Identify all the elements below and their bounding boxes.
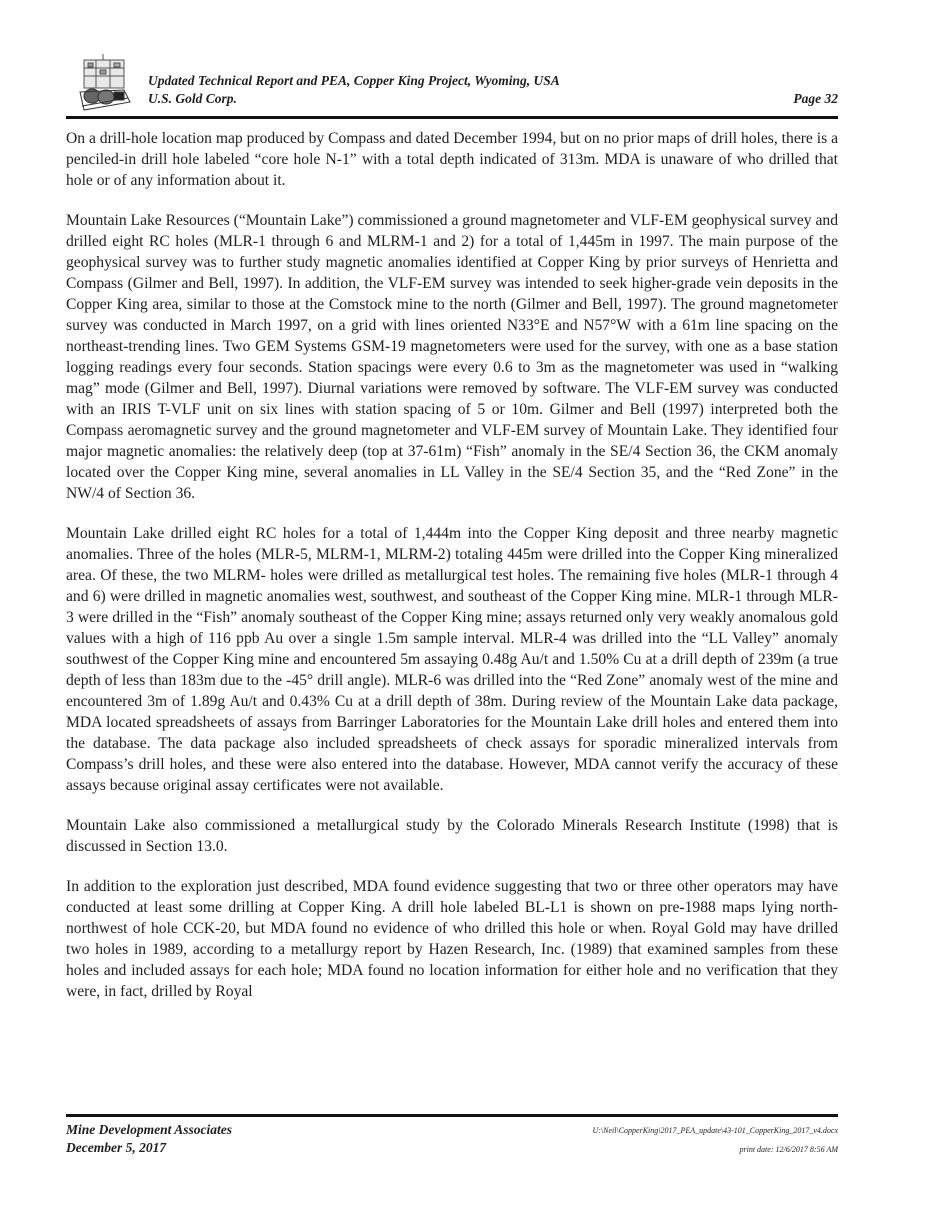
footer-file-path: U:\Neil\CopperKing\2017_PEA_update\43-101_CopperKing_2017_v4.docx [592, 1126, 838, 1135]
mining-equipment-sketch-icon [70, 54, 136, 114]
paragraph: Mountain Lake Resources (“Mountain Lake”) commissioned a ground magnetometer and VLF-EM geophysical survey and drilled eight RC holes (MLR-1 through 6 and MLRM-1 and 2) for a total of 1,445m in 1997. The main purpose of the geophysical survey was to further study magnetic anomalies identified at Copper King by prior surveys of Henrietta and Compass (Gilmer and Bell, 1997). In addition, the VLF-EM survey was intended to seek higher-grade vein deposits in the Copper King area, similar to those at the Comstock mine to the north (Gilmer and Bell, 1997). The ground magnetometer survey was conducted in March 1997, on a grid with lines oriented N33°E and N57°W with a 61m line spacing on the northeast-trending lines. Two GEM Systems GSM-19 magnetometers were used for the survey, with one as a base station logging readings every four seconds. Station spacings were every 0.6 to 3m as the magnetometer was used in “walking mag” mode (Gilmer and Bell, 1997). Diurnal variations were removed by software. The VLF-EM survey was conducted with an IRIS T-VLF unit on six lines with station spacing of 5 or 10m. Gilmer and Bell (1997) interpreted both the Compass aeromagnetic survey and the ground magnetometer and VLF-EM survey of Mountain Lake. They identified four major magnetic anomalies: the relatively deep (top at 37-61m) “Fish” anomaly in the SE/4 Section 36, the CKM anomaly located over the Copper King mine, several anomalies in LL Valley in the SE/4 Section 35, and the “Red Zone” in the NW/4 of Section 36. [66, 212, 838, 502]
paragraph: Mountain Lake also commissioned a metallurgical study by the Colorado Minerals Research Institute (1998) that is discussed in Section 13.0. [66, 817, 838, 855]
footer-company: Mine Development Associates [66, 1122, 232, 1137]
footer-date: December 5, 2017 [66, 1140, 167, 1155]
page-number: Page 32 [793, 91, 838, 106]
footer-divider [66, 1114, 838, 1117]
company-name: U.S. Gold Corp. [148, 91, 237, 106]
page-header [66, 52, 838, 116]
report-title: Updated Technical Report and PEA, Copper King Project, Wyoming, USA [148, 73, 560, 88]
footer-print-date: print date: 12/6/2017 8:56 AM [739, 1145, 838, 1154]
document-body [66, 128, 838, 1021]
paragraph: On a drill-hole location map produced by Compass and dated December 1994, but on no prior maps of drill holes, there is a penciled-in drill hole labeled “core hole N-1” with a total depth indicated of 313m. MDA is unaware of who drilled that hole or of any information about it. [66, 130, 838, 189]
paragraph: In addition to the exploration just described, MDA found evidence suggesting that two or three other operators may have conducted at least some drilling at Copper King. A drill hole labeled BL-L1 is shown on pre-1988 maps lying north-northwest of hole CCK-20, but MDA found no evidence of who drilled this hole or when. Royal Gold may have drilled two holes in 1989, according to a metallurgy report by Hazen Research, Inc. (1989) that examined samples from these holes and included assays for each hole; MDA found no location information for either hole and no verification that they were, in fact, drilled by Royal [66, 878, 838, 1000]
header-divider [66, 116, 838, 119]
paragraph: Mountain Lake drilled eight RC holes for a total of 1,444m into the Copper King deposit and three nearby magnetic anomalies. Three of the holes (MLR-5, MLRM-1, MLRM-2) totaling 445m were drilled into the Copper King mineralized area. Of these, the two MLRM- holes were drilled as metallurgical test holes. The remaining five holes (MLR-1 through 4 and 6) were drilled in magnetic anomalies west, southwest, and southeast of the Copper King mine. MLR-1 through MLR-3 were drilled in the “Fish” anomaly southeast of the Copper King mine; assays returned only very weakly anomalous gold values with a high of 116 ppb Au over a single 1.5m sample interval. MLR-4 was drilled into the “LL Valley” anomaly southwest of the Copper King mine and encountered 5m assaying 0.48g Au/t and 1.50% Cu at a drill depth of 239m (a true depth of less than 183m due to the -45° drill angle). MLR-6 was drilled into the “Red Zone” anomaly west of the mine and encountered 3m of 1.89g Au/t and 0.43% Cu at a drill depth of 38m. During review of the Mountain Lake data package, MDA located spreadsheets of assays from Barringer Laboratories for the Mountain Lake drill holes and entered them into the database. The data package also included spreadsheets of check assays for sporadic mineralized intervals from Compass’s drill holes, and these were also entered into the database. However, MDA cannot verify the accuracy of these assays because original assay certificates were not available. [66, 525, 838, 794]
